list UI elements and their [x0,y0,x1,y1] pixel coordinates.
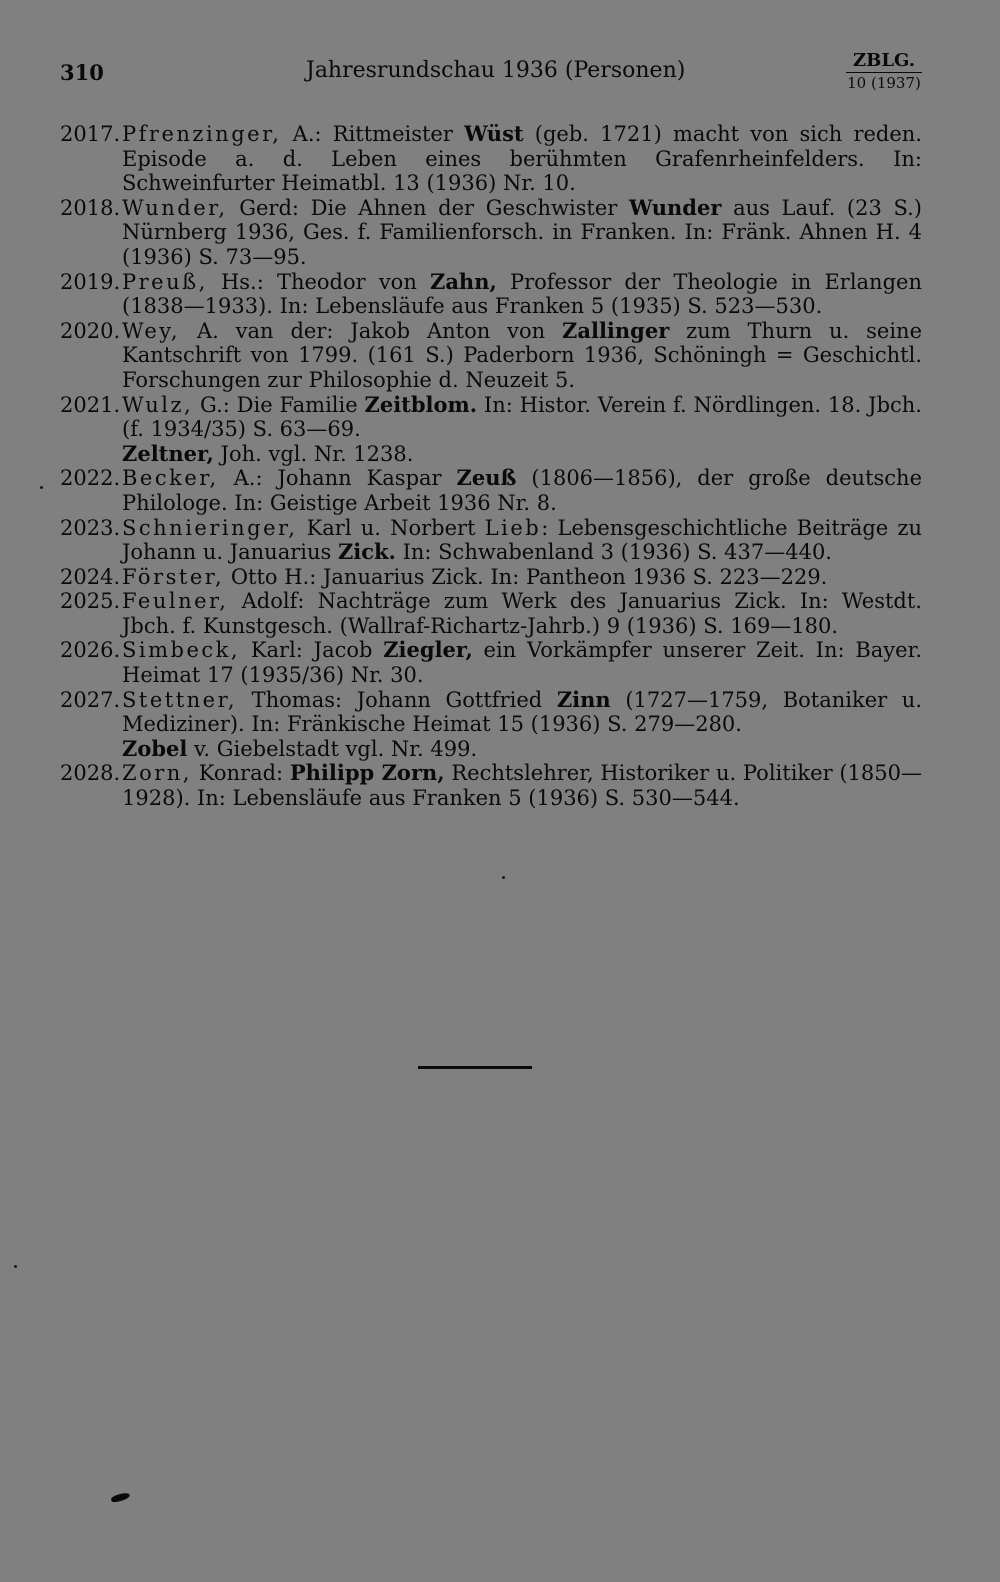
entry-author: Stettner, [122,687,237,712]
entry-text: In: Histor. Verein f. Nördlingen. 18. Jbch. (f. 1934/35) S. 63—69. [122,392,922,442]
page-number: 310 [60,60,104,85]
page-header [60,50,922,100]
scan-speck [14,1265,17,1268]
journal-volume: 10 (1937) [847,74,921,92]
entry-number: 2027. [60,687,121,712]
entry-coauthor: Lieb [484,515,542,540]
xref-subject: Zeltner, [122,440,214,466]
ink-blot-mark [110,1492,130,1503]
journal-reference [846,50,922,93]
entry-text: Thomas: Johann Gottfried [237,687,557,712]
entry-text: ein Vorkämpfer unserer Zeit. In: Bayer. Heimat 17 (1935/36) Nr. 30. [122,638,922,688]
entry-author: Schnieringer, [122,515,298,540]
entry-text: zum Thurn u. seine Kantschrift von 1799. (161 S.) Paderborn 1936, Schöningh = Geschichtl. Forschungen zur Philosophie d. Neuzeit 5. [122,318,922,392]
bibliography-entry-2026 [60,638,922,687]
entry-text: Konrad: [191,761,290,786]
entry-text: Karl: Jacob [240,638,384,663]
entry-author: Pfrenzinger, [122,122,282,146]
entry-subject: Zick. [337,539,396,565]
entry-number: 2017. [60,122,121,146]
bibliography-entry-2022 [60,466,922,515]
entry-text: : Lebensgeschichtliche Beiträge zu Johann u. Januarius [122,515,922,565]
entry-number: 2018. [60,195,121,220]
bibliography-entry-2020 [60,319,922,393]
entry-subject: Zeuß [456,465,517,491]
bibliography-list [60,122,922,811]
entry-number: 2026. [60,638,121,663]
entry-text: Gerd: Die Ahnen der Geschwister [227,195,630,220]
bibliography-entry-2028 [60,761,922,810]
entry-author: Wulz, [122,392,194,417]
entry-text: Hs.: Theodor von [207,269,430,294]
entry-author: Becker, [122,466,219,491]
entry-text: Karl u. Norbert [297,515,485,540]
bibliography-entry-2027 [60,688,922,737]
bibliography-entry-2024 [60,565,922,590]
entry-text: A.: Rittmeister [281,122,465,146]
entry-text: A. van der: Jakob Anton von [180,318,563,343]
entry-text: aus Lauf. (23 S.) Nürnberg 1936, Ges. f. Familienforsch. in Franken. In: Fränk. Ahnen H. 4 (1936) S. 73—95. [122,195,922,269]
entry-number: 2025. [60,589,121,614]
entry-text: A.: Johann Kaspar [218,466,457,491]
xref-text: v. Giebelstadt vgl. Nr. 499. [187,736,478,761]
entry-number: 2019. [60,269,121,294]
entry-author: Wey, [122,318,181,343]
entry-number: 2022. [60,466,121,491]
entry-subject: Zahn, [430,268,497,294]
entry-subject: Zeitblom. [364,391,478,417]
entry-text: (1806—1856), der große deutsche Philologe. In: Geistige Arbeit 1936 Nr. 8. [122,466,922,515]
entry-number: 2028. [60,761,121,786]
entry-author: Förster, [122,564,225,589]
entry-author: Feulner, [122,589,229,614]
entry-text: Professor der Theologie in Erlangen (1838—1933). In: Lebensläufe aus Franken 5 (1935) S. 523—530. [122,269,922,319]
running-title: Jahresrundschau 1936 (Personen) [306,58,686,83]
journal-abbreviation: ZBLG. [846,50,922,73]
bibliography-entry-2023 [60,516,922,565]
entry-author: Simbeck, [122,638,241,663]
entry-subject: Ziegler, [383,637,473,663]
entry-text: (geb. 1721) macht von sich reden. Episode a. d. Leben eines berühmten Grafenrheinfelders. In: Schweinfurter Heimatbl. 13 (1936) Nr. 10. [122,122,922,196]
entry-author: Preuß, [122,269,208,294]
cross-reference-zeltner [60,442,922,467]
entry-subject: Philipp Zorn, [289,760,445,786]
bibliography-entry-2019 [60,270,922,319]
xref-text: Joh. vgl. Nr. 1238. [213,441,414,466]
entry-author: Zorn, [122,761,192,786]
bibliography-entry-2017 [60,122,922,196]
entry-text: Otto H.: Januarius Zick. In: Pantheon 1936 S. 223—229. [224,564,828,589]
scan-speck [502,876,505,879]
entry-author: Wunder, [122,195,228,220]
entry-subject: Zinn [556,686,611,712]
cross-reference-zobel [60,737,922,762]
entry-text: G.: Die Familie [193,392,365,417]
entry-subject: Wüst [464,121,524,146]
end-of-section-rule [418,1066,532,1069]
entry-text: (1727—1759, Botaniker u. Mediziner). In: Fränkische Heimat 15 (1936) S. 279—280. [122,687,923,737]
bibliography-entry-2018 [60,196,922,270]
scan-speck [40,486,43,489]
entry-subject: Wunder [629,194,722,220]
bibliography-entry-2025 [60,589,922,638]
entry-text: Rechtslehrer, Historiker u. Politiker (1850—1928). In: Lebensläufe aus Franken 5 (1936) S. 530—544. [122,761,922,811]
bibliography-entry-2021 [60,393,922,442]
entry-number: 2023. [60,515,121,540]
entry-subject: Zallinger [562,317,670,343]
xref-subject: Zobel [122,735,188,761]
entry-number: 2024. [60,564,121,589]
entry-text: Adolf: Nachträge zum Werk des Januarius Zick. In: Westdt. Jbch. f. Kunstgesch. (Wallraf-Richartz-Jahrb.) 9 (1936) S. 169—180. [122,589,922,638]
entry-number: 2021. [60,392,121,417]
entry-number: 2020. [60,318,121,343]
entry-text: In: Schwabenland 3 (1936) S. 437—440. [395,540,832,565]
